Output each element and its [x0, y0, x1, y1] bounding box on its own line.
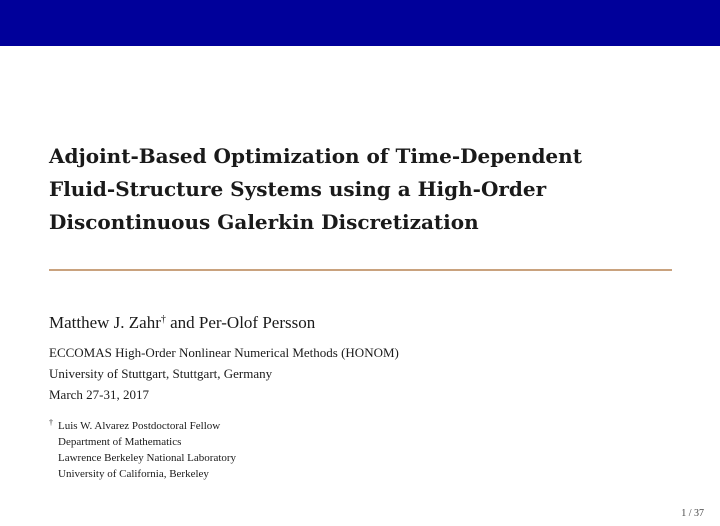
- footnote-line-2: Department of Mathematics: [58, 436, 182, 448]
- title-line-2: Fluid-Structure Systems using a High-Order: [49, 177, 547, 201]
- author-persson: and Per-Olof Persson: [165, 313, 316, 332]
- venue: University of Stuttgart, Stuttgart, Germany: [49, 366, 273, 381]
- title-divider: [49, 269, 672, 271]
- title-line-1: Adjoint-Based Optimization of Time-Dependent: [49, 144, 582, 168]
- header-bar: [0, 0, 720, 46]
- footnote-line-1: Luis W. Alvarez Postdoctoral Fellow: [58, 420, 221, 432]
- conference-date: March 27-31, 2017: [49, 387, 150, 402]
- author-zahr: Matthew J. Zahr: [49, 313, 161, 332]
- title-line-3: Discontinuous Galerkin Discretization: [49, 210, 479, 234]
- affiliation-footnote: [49, 418, 236, 482]
- conference-name: ECCOMAS High-Order Nonlinear Numerical Methods (HONOM): [49, 345, 399, 360]
- footnote-line-4: University of California, Berkeley: [58, 468, 209, 480]
- authors: [49, 313, 315, 333]
- dagger-mark: †: [160, 314, 166, 325]
- presentation-title: [49, 140, 689, 239]
- page-number: 1 / 37: [681, 508, 704, 519]
- footnote-dagger: †: [49, 418, 53, 427]
- footnote-line-3: Lawrence Berkeley National Laboratory: [58, 452, 237, 464]
